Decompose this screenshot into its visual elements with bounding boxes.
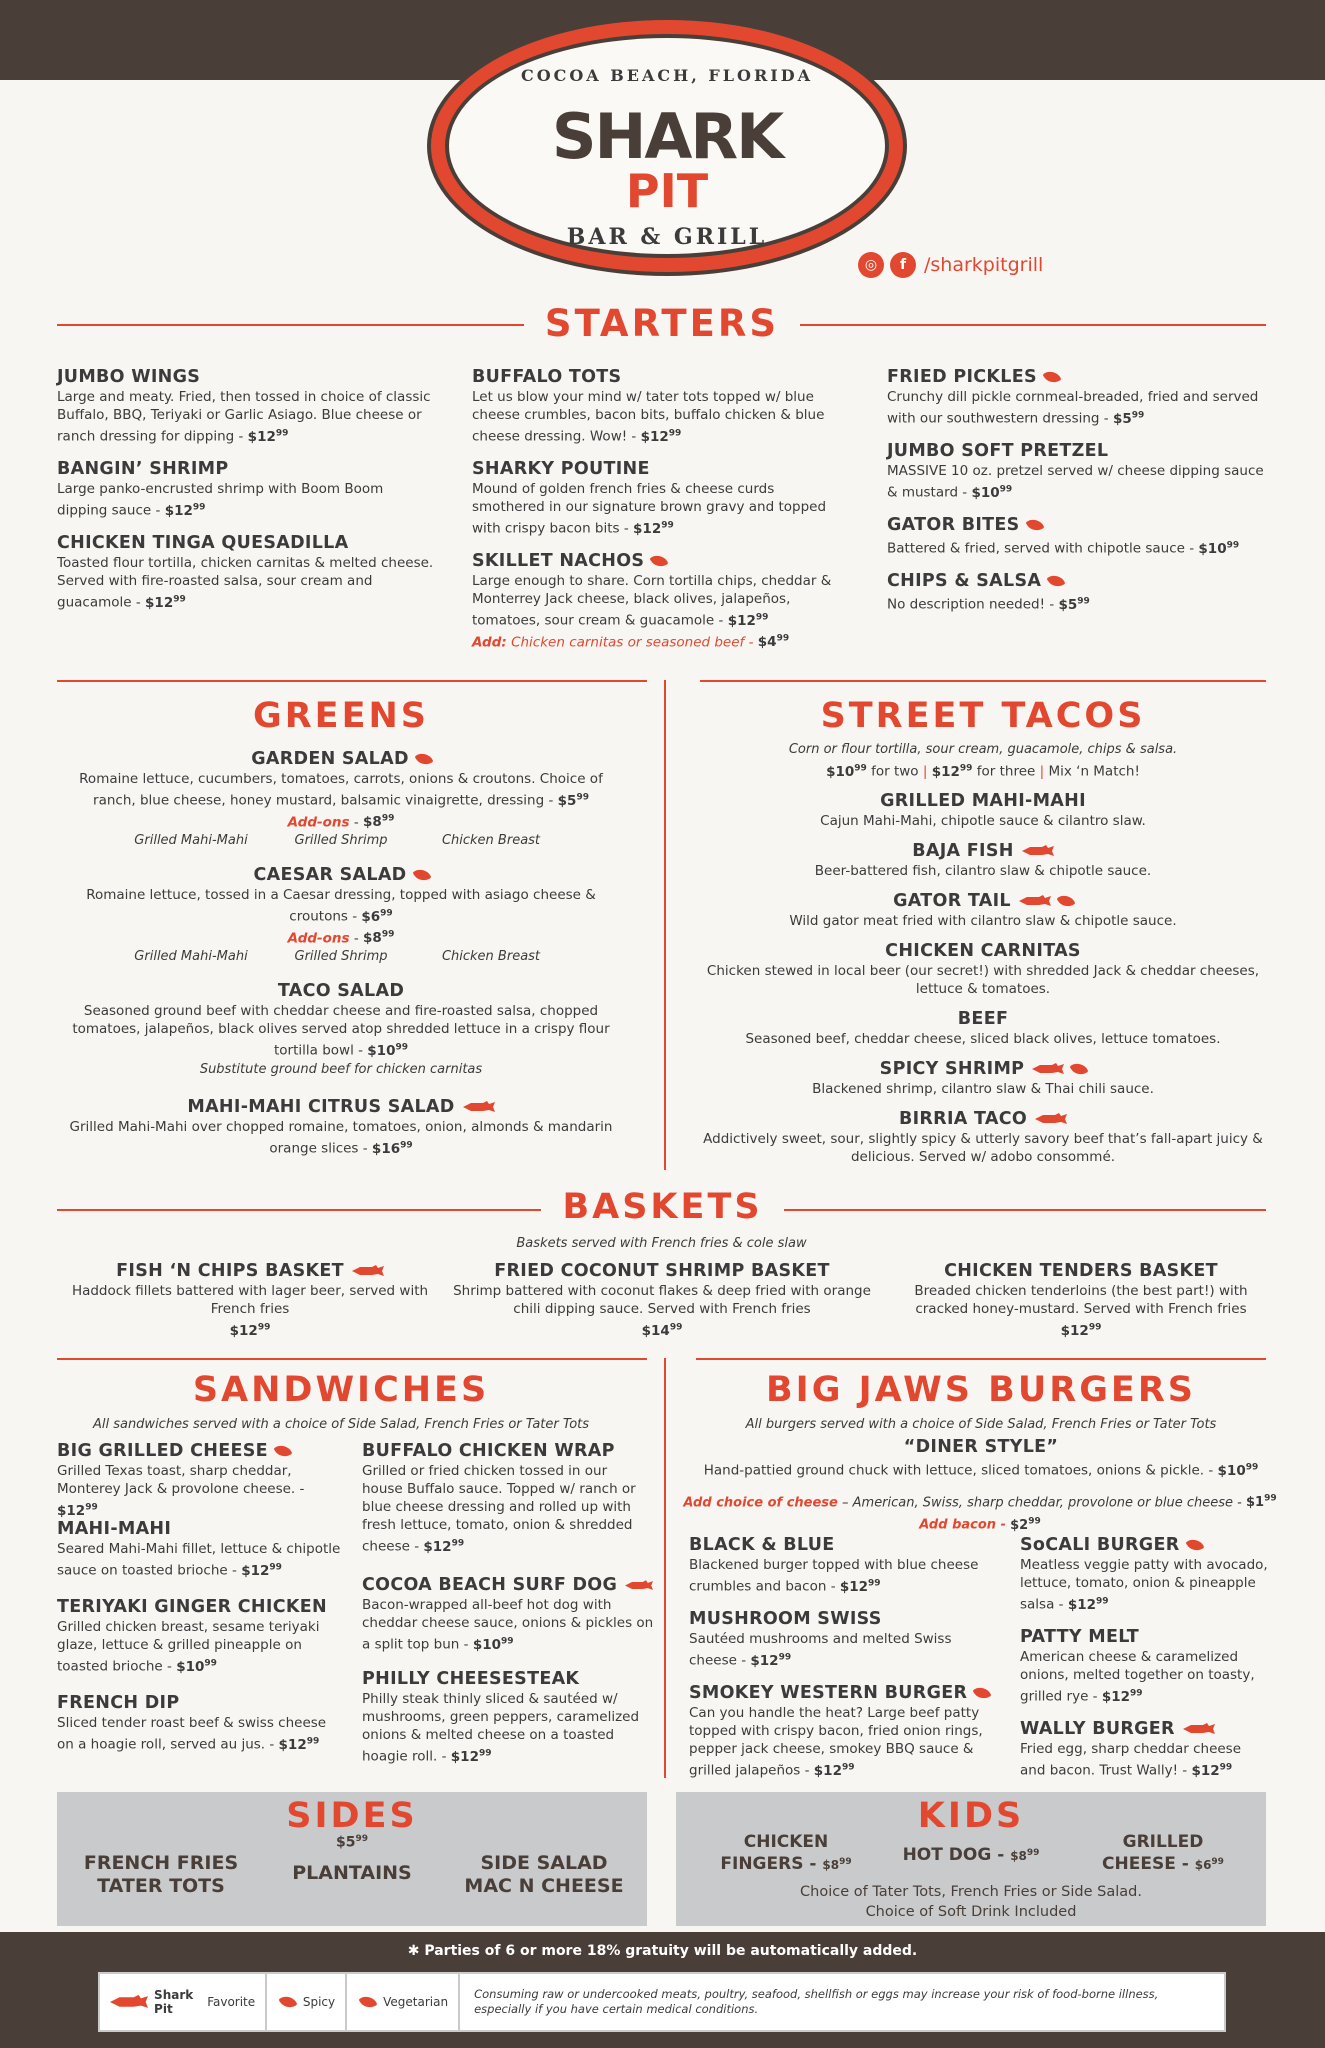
burgers-subtitle: All burgers served with a choice of Side Salad, French Fries or Tater Tots xyxy=(745,1417,1217,1432)
sandwich-item: BUFFALO CHICKEN WRAP Grilled or fried chicken tossed in our house Buffalo sauce. Topped w/ ranch or blue cheese dressing and rolled up with fresh lettuce, tomato, onion & shredded cheese - $\$12^{99}$ xyxy=(362,1441,636,1555)
shark-icon xyxy=(625,1580,653,1591)
menu-item: GATOR BITES Battered & fried, served with chipotle sauce - $\$10^{99}$ xyxy=(887,515,1240,557)
side-col: PLANTAINS xyxy=(292,1862,412,1884)
item-name: CHICKEN TINGA QUESADILLA xyxy=(57,533,349,553)
taco-item: BAJA FISH Beer-battered fish, cilantro slaw & chipotle sauce. xyxy=(814,841,1152,879)
leaf-icon xyxy=(359,1992,378,2011)
taco-item: GATOR TAIL Wild gator meat fried with cilantro slaw & chipotle sauce. xyxy=(789,891,1177,929)
section-title-starters: STARTERS xyxy=(544,302,780,345)
sandwich-item: FRENCH DIP Sliced tender roast beef & swiss cheese on a hoagie roll, served au jus. - $\$12^{99}$ xyxy=(57,1693,327,1753)
sandwich-item: MAHI-MAHI Seared Mahi-Mahi fillet, lettuce & chipotle sauce on toasted brioche - $\$12^{99}$ xyxy=(57,1519,341,1579)
menu-item: TACO SALAD Seasoned ground beef with cheddar cheese and fire-roasted salsa, chopped tomatoes, jalapeños, black olives served atop shredded lettuce in a crispy flour tortilla bowl - $\$10^{99}$ Substitute ground beef for chicken carnitas xyxy=(72,981,610,1077)
side-col: FRENCH FRIES TATER TOTS xyxy=(83,1852,239,1897)
burger-item: WALLY BURGER Fried egg, sharp cheddar cheese and bacon. Trust Wally! - $\$12^{99}$ xyxy=(1020,1719,1242,1779)
taco-item: BIRRIA TACO Addictively sweet, sour, slightly spicy & utterly savory beef that’s fall-apart juicy & delicious. Served w/ adobo consommé. xyxy=(703,1109,1263,1165)
taco-item: CHICKEN CARNITAS Chicken stewed in local beer (our secret!) with shredded Jack & cheddar cheeses, lettuce & tomatoes. xyxy=(706,941,1260,997)
legend-favorite: Shark Pit Favorite xyxy=(100,1974,267,2030)
pepper-icon xyxy=(1047,571,1066,590)
social-links xyxy=(858,252,1043,278)
item-name: BANGIN’ SHRIMP xyxy=(57,459,229,479)
burger-item: SMOKEY WESTERN BURGER Can you handle the heat? Large beef patty topped with crispy bacon, fried onion rings, pepper jack cheese, smokey BBQ sauce & grilled jalapeños - $\$12^{99}$ xyxy=(689,1682,989,1780)
sandwich-item: BIG GRILLED CHEESE Grilled Texas toast, sharp cheddar, Monterey Jack & provolone cheese. - $\$12^{99}$ xyxy=(57,1441,305,1519)
menu-item: MAHI-MAHI CITRUS SALAD Grilled Mahi-Mahi over chopped romaine, tomatoes, onion, almonds & mandarin orange slices - $\$16^{99}$ xyxy=(69,1097,613,1157)
gratuity-note: ✱ Parties of 6 or more 18% gratuity will be automatically added. xyxy=(407,1943,918,1959)
menu-item: CHICKEN TINGA QUESADILLA Toasted flour tortilla, chicken carnitas & melted cheese. Served with fire-roasted salsa, sour cream and guacamole - $\$12^{99}$ xyxy=(57,532,449,612)
burger-item: BLACK & BLUE Blackened burger topped with blue cheese crumbles and bacon - $\$12^{99}$ xyxy=(689,1535,979,1595)
leaf-icon xyxy=(273,1441,292,1460)
menu-item: BUFFALO TOTS Let us blow your mind w/ tater tots topped w/ blue cheese crumbles, bacon bits, buffalo chicken & blue cheese dressing. Wow! - $\$12^{99}$ xyxy=(472,367,825,445)
legend-spicy: Spicy xyxy=(267,1974,347,2030)
menu-item: CAESAR SALAD Romaine lettuce, tossed in a Caesar dressing, topped with asiago cheese & croutons - $\$6^{99}$ $Add-ons - \$8^{99}$ Grilled Mahi-Mahi Grilled Shrimp Chicken Breast xyxy=(86,865,596,964)
pepper-icon xyxy=(279,1993,298,2012)
baskets-subtitle: Baskets served with French fries & cole slaw xyxy=(516,1236,807,1251)
sandwich-item: TERIYAKI GINGER CHICKEN Grilled chicken breast, sesame teriyaki glaze, lettuce & grilled pineapple on toasted brioche - $\$10^{99}$ xyxy=(57,1597,327,1675)
menu-item: SHARKY POUTINE Mound of golden french fries & cheese curds smothered in our signature brown gravy and topped with crispy bacon bits - $\$12^{99}$ xyxy=(472,459,827,537)
basket-item: CHICKEN TENDERS BASKET Breaded chicken tenderloins (the best part!) with cracked honey-mustard. Served with French fries $\$12^{99}$ xyxy=(914,1261,1248,1339)
kids-box: KIDS CHICKEN FINGERS - $\$8^{99}$ HOT DOG - $\$8^{99}$ GRILLED CHEESE - $\$6^{99}$ Choice of Tater Tots, French Fries or Side Salad. Choice of Soft Drink Included xyxy=(676,1792,1266,1926)
social-handle[interactable]: /sharkpitgrill xyxy=(924,254,1044,276)
section-title-baskets: BASKETS xyxy=(562,1187,763,1227)
menu-item: JUMBO WINGS Large and meaty. Fried, then tossed in choice of classic Buffalo, BBQ, Teriyaki or Garlic Asiago. Blue cheese or ranch dressing for dipping - $\$12^{99}$ xyxy=(57,366,437,446)
section-title-kids: KIDS xyxy=(917,1796,1025,1836)
divider xyxy=(57,1358,647,1360)
vertical-divider xyxy=(664,680,666,1170)
legend-vegetarian: Vegetarian xyxy=(347,1974,460,2030)
footer xyxy=(0,1932,1325,2048)
sandwich-item: PHILLY CHEESESTEAK Philly steak thinly sliced & sautéed w/ mushrooms, green peppers, caramelized onions & melted cheese on a toasted hoagie roll. - $\$12^{99}$ xyxy=(362,1669,640,1765)
shark-icon xyxy=(352,1265,384,1277)
vertical-divider xyxy=(664,1358,666,1778)
divider xyxy=(696,1358,1266,1360)
menu-item: JUMBO SOFT PRETZEL MASSIVE 10 oz. pretzel served w/ cheese dipping sauce & mustard - $\$10^{99}$ xyxy=(887,441,1264,501)
menu-item: BANGIN’ SHRIMP Large panko-encrusted shrimp with Boom Boom dipping sauce - $\$12^{99}$ xyxy=(57,458,437,520)
sandwiches-subtitle: All sandwiches served with a choice of Side Salad, French Fries or Tater Tots xyxy=(92,1417,590,1432)
pepper-icon xyxy=(1070,1059,1089,1078)
section-title-tacos: STREET TACOS xyxy=(820,696,1146,736)
instagram-icon[interactable]: ◎ xyxy=(858,252,884,278)
divider xyxy=(800,324,1266,326)
shark-icon xyxy=(1183,1723,1215,1735)
section-title-sandwiches: SANDWICHES xyxy=(192,1370,490,1410)
shark-icon xyxy=(1032,1063,1064,1075)
taco-item: GRILLED MAHI-MAHI Cajun Mahi-Mahi, chipotle sauce & cilantro slaw. xyxy=(820,791,1146,829)
basket-item: FISH ‘N CHIPS BASKET Haddock fillets battered with lager beer, served with French fries $\$12^{99}$ xyxy=(71,1261,429,1339)
item-desc: Large and meaty. Fried, then tossed in choice of classic Buffalo, BBQ, Teriyaki or Garlic Asiago. Blue cheese or ranch dressing for dipping - xyxy=(57,389,431,445)
shark-icon xyxy=(463,1101,495,1113)
leaf-icon xyxy=(1185,1535,1204,1554)
shark-icon xyxy=(110,1993,148,2011)
burger-item-diner: “DINER STYLE” Hand-pattied ground chuck with lettuce, sliced tomatoes, onions & pickle. - $\$10^{99}$ xyxy=(703,1437,1259,1479)
pepper-icon xyxy=(650,551,669,570)
burger-item: PATTY MELT American cheese & caramelized onions, melted together on toasty, grilled rye - $\$12^{99}$ xyxy=(1020,1627,1255,1705)
pepper-icon xyxy=(1056,891,1075,910)
section-title-greens: GREENS xyxy=(253,696,429,736)
section-title-burgers: BIG JAWS BURGERS xyxy=(766,1370,1196,1410)
leaf-icon xyxy=(412,865,431,884)
divider xyxy=(57,324,524,326)
logo xyxy=(431,20,903,272)
tacos-info: Corn or flour tortilla, sour cream, guacamole, chips & salsa. $\$10^{99}$ for two | $\$12^{99}$ for three | Mix ‘n Match! xyxy=(788,742,1178,780)
logo-subtitle: BAR & GRILL xyxy=(566,224,768,250)
taco-item: BEEF Seasoned beef, cheddar cheese, sliced black olives, lettuce tomatoes. xyxy=(745,1009,1221,1047)
item-name: JUMBO WINGS xyxy=(57,367,201,387)
menu-item: SKILLET NACHOS Large enough to share. Corn tortilla chips, cheddar & Monterrey Jack cheese, black olives, jalapeños, tomatoes, sour cream & guacamole - $\$12^{99}$ Add: Chicken carnitas or seasoned beef - $\$4^{99}$ xyxy=(472,551,832,650)
shark-icon xyxy=(1035,1113,1067,1125)
pepper-icon xyxy=(1025,515,1044,534)
taco-item: SPICY SHRIMP Blackened shrimp, cilantro slaw & Thai chili sauce. xyxy=(812,1059,1154,1097)
section-title-sides: SIDES xyxy=(286,1796,418,1836)
burger-item: MUSHROOM SWISS Sautéed mushrooms and melted Swiss cheese - $\$12^{99}$ xyxy=(689,1609,952,1669)
burger-addons: Add choice of cheese – American, Swiss, sharp cheddar, provolone or blue cheese - $\$1^{99}$ Add bacon - $\$2^{99}$ xyxy=(683,1494,1277,1533)
basket-item: FRIED COCONUT SHRIMP BASKET Shrimp battered with coconut flakes & deep fried with orange chili dipping sauce. Served with French fries $\$14^{99}$ xyxy=(453,1261,871,1339)
side-col: SIDE SALAD MAC N CHEESE xyxy=(464,1852,624,1897)
divider xyxy=(57,680,647,682)
divider xyxy=(57,1209,541,1211)
menu-item: FRIED PICKLES Crunchy dill pickle cornmeal-breaded, fried and served with our southwestern dressing - $\$5^{99}$ xyxy=(887,367,1259,427)
shark-icon xyxy=(1019,895,1051,907)
leaf-icon xyxy=(414,749,433,768)
legend xyxy=(98,1972,1226,2032)
pepper-icon xyxy=(1042,367,1061,386)
sides-box: SIDES $\$5^{99}$ FRENCH FRIES TATER TOTS PLANTAINS SIDE SALAD MAC N CHEESE xyxy=(57,1792,647,1926)
divider xyxy=(784,1209,1266,1211)
facebook-icon[interactable]: f xyxy=(890,252,916,278)
food-warning: Consuming raw or undercooked meats, poultry, seafood, shellfish or eggs may increase your risk of food-borne illness, especially if you have certain medical conditions. xyxy=(474,1987,1159,2016)
shark-icon xyxy=(1022,845,1054,857)
divider xyxy=(700,680,1266,682)
logo-location: COCOA BEACH, FLORIDA xyxy=(520,66,814,85)
logo-name-pit: PIT xyxy=(625,164,709,218)
sandwich-item: COCOA BEACH SURF DOG Bacon-wrapped all-beef hot dog with cheddar cheese sauce, onions & pickles on a split top bun - $\$10^{99}$ xyxy=(362,1575,654,1653)
logo-name-shark: SHARK xyxy=(551,100,783,173)
burger-item: SoCALI BURGER Meatless veggie patty with avocado, lettuce, tomato, onion & pineapple salsa - $\$12^{99}$ xyxy=(1020,1535,1268,1613)
menu-item: CHIPS & SALSA No description needed! - $\$5^{99}$ xyxy=(887,571,1090,613)
pepper-icon xyxy=(973,1683,992,1702)
menu-item: GARDEN SALAD Romaine lettuce, cucumbers, tomatoes, carrots, onions & croutons. Choice of ranch, blue cheese, honey mustard, balsamic vinaigrette, dressing - $\$5^{99}$ $Add-ons - \$8^{99}$ Grilled Mahi-Mahi Grilled Shrimp Chicken Breast xyxy=(79,749,603,848)
